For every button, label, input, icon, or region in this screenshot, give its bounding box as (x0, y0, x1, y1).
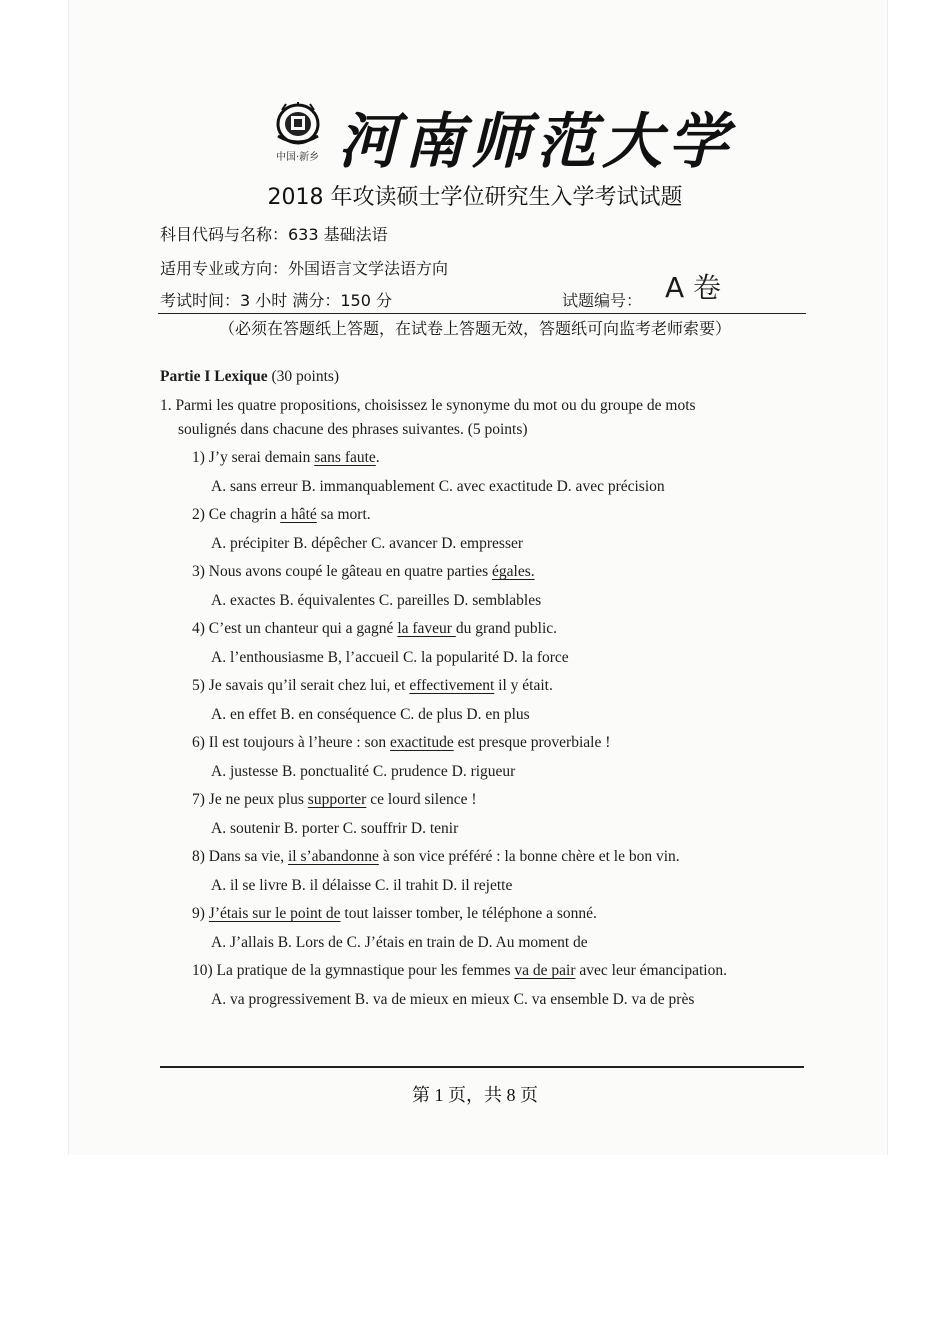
question-text: 6) Il est toujours à l’heure : son (192, 734, 391, 751)
answer-options: A. en effet B. en conséquence C. de plus D. en plus (211, 705, 530, 723)
section-lexique (160, 366, 805, 1014)
exam-title: 2018 年攻读硕士学位研究生入学考试试题 (267, 185, 683, 210)
subject-info: 科目代码与名称：633 基础法语 (160, 225, 388, 244)
underlined-phrase: va de pair (514, 962, 576, 979)
underlined-phrase: a hâté (280, 506, 317, 523)
question-text: 1) J’y serai demain (192, 449, 315, 466)
question-list (160, 444, 805, 1014)
header-divider (158, 313, 806, 314)
question-text: 10) La pratique de la gymnastique pour les femmes (192, 962, 515, 979)
question-item (160, 444, 805, 473)
question-text: sa mort. (316, 506, 371, 523)
question-text: il y était. (494, 677, 553, 694)
underlined-phrase: effectivement (409, 677, 495, 694)
answer-options: A. va progressivement B. va de mieux en mieux C. va ensemble D. va de près (211, 990, 695, 1008)
question-text: tout laisser tomber, le téléphone a sonné. (340, 905, 597, 922)
question-item (160, 729, 805, 758)
question-text: 2) Ce chagrin (192, 506, 281, 523)
answer-options: A. exactes B. équivalentes C. pareilles D. semblables (211, 591, 542, 609)
university-name: 河南师范大学 (338, 107, 734, 177)
university-logo (272, 98, 734, 177)
question-text: à son vice préféré : la bonne chère et le bon vin. (378, 848, 680, 865)
exercise-instruction (160, 394, 805, 442)
section-title-bold: Partie I Lexique (160, 368, 268, 385)
paper-number-label: 试题编号： (562, 291, 643, 310)
page-number: 第 1 页，共 8 页 (412, 1085, 538, 1105)
answer-options: A. soutenir B. porter C. souffrir D. tenir (211, 819, 459, 837)
answer-notice: （必须在答题纸上答题，在试卷上答题无效，答题纸可向监考老师索要） (218, 319, 731, 338)
instruction-line-1: 1. Parmi les quatre propositions, choisissez le synonyme du mot ou du groupe de mots (160, 397, 696, 414)
question-text: du grand public. (455, 620, 558, 637)
answer-options: A. justesse B. ponctualité C. prudence D. rigueur (211, 762, 516, 780)
question-item (160, 786, 805, 815)
question-text: . (375, 449, 380, 466)
question-item (160, 900, 805, 929)
underlined-phrase: J’étais sur le point de (208, 905, 341, 922)
question-text: 5) Je savais qu’il serait chez lui, et (192, 677, 410, 694)
underlined-phrase: il s’abandonne (288, 848, 379, 865)
question-text: 9) (192, 905, 209, 922)
question-text: 8) Dans sa vie, (192, 848, 288, 865)
question-item (160, 615, 805, 644)
underlined-phrase: supporter (307, 791, 367, 808)
answer-options: A. J’allais B. Lors de C. J’étais en train de D. Au moment de (211, 933, 588, 951)
answer-options: A. précipiter B. dépêcher C. avancer D. empresser (211, 534, 524, 552)
answer-options: A. il se livre B. il délaisse C. il trahit D. il rejette (211, 876, 513, 894)
answer-options: A. l’enthousiasme B, l’accueil C. la popularité D. la force (211, 648, 569, 666)
question-text: 4) C’est un chanteur qui a gagné (192, 620, 398, 637)
major-info: 适用专业或方向：外国语言文学法语方向 (160, 259, 449, 278)
instruction-line-2: soulignés dans chacune des phrases suivantes. (5 points) (178, 421, 528, 438)
logo-caption: 中国·新乡 (276, 152, 320, 163)
underlined-phrase: exactitude (390, 734, 454, 751)
question-item (160, 672, 805, 701)
underlined-phrase: la faveur (397, 620, 456, 637)
footer-divider (160, 1066, 804, 1068)
question-item (160, 501, 805, 530)
question-text: 7) Je ne peux plus (192, 791, 308, 808)
question-item (160, 558, 805, 587)
question-item (160, 843, 805, 872)
question-item (160, 957, 805, 986)
question-text: ce lourd silence ! (366, 791, 477, 808)
section-title (160, 366, 805, 388)
question-text: 3) Nous avons coupé le gâteau en quatre parties (192, 563, 492, 580)
underlined-phrase: égales. (492, 563, 535, 580)
question-text: avec leur émancipation. (575, 962, 727, 979)
time-score-info: 考试时间：3 小时 满分：150 分 (160, 291, 392, 310)
underlined-phrase: sans faute (314, 449, 376, 466)
section-title-points: (30 points) (267, 368, 340, 385)
paper-version: A 卷 (665, 271, 722, 304)
question-text: est presque proverbiale ! (453, 734, 611, 751)
answer-options: A. sans erreur B. immanquablement C. avec exactitude D. avec précision (211, 477, 665, 495)
